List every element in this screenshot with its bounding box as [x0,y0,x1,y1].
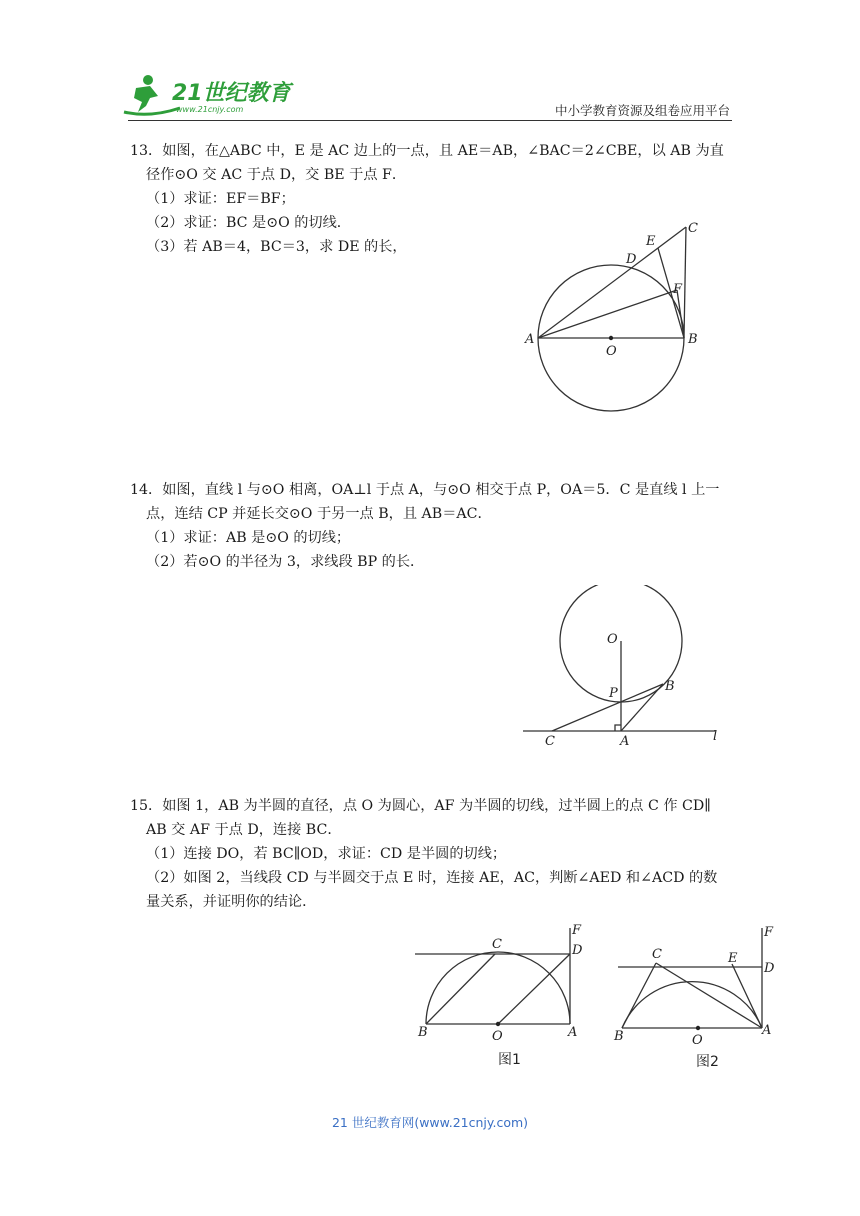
segment-af [538,290,677,338]
platform-title: 中小学教育资源及组卷应用平台 [554,103,730,118]
q15-stem-line1: 15．如图 1，AB 为半圆的直径，点 O 为圆心，AF 为半圆的切线，过半圆上的点 C 作 CD∥ [130,798,711,814]
q13-label-c: C [688,221,698,236]
segment-bc [684,227,686,338]
question-14 [130,478,740,574]
fig2-label-o: O [692,1033,703,1048]
segment-ac [538,227,686,338]
q13-label-o: O [606,344,617,359]
q13-part2: （2）求证：BC 是⊙O 的切线． [146,215,351,231]
fig1-label-o: O [492,1029,503,1044]
q14-label-a: A [620,734,630,749]
q13-part1: （1）求证：EF＝BF； [146,191,295,207]
fig1-label-c: C [492,937,502,952]
q15-figure-2 [610,920,790,1070]
logo-title: 21世纪教育 [172,81,291,106]
segment-bf [677,290,684,338]
q14-label-b: B [665,679,675,694]
fig1-label-d: D [572,943,583,958]
segment-bc [426,954,495,1024]
question-15 [130,794,740,914]
q15-part1: （1）连接 DO，若 BC∥OD，求证：CD 是半圆的切线； [146,846,507,862]
q15-figure-1 [410,920,595,1070]
fig2-label-d: D [764,961,775,976]
center-point [496,1022,500,1026]
q14-label-o: O [607,632,618,647]
fig2-label-c: C [652,947,662,962]
q14-part1: （1）求证：AB 是⊙O 的切线； [146,530,351,546]
q14-part2: （2）若⊙O 的半径为 3，求线段 BP 的长． [146,554,425,570]
fig1-label-b: B [418,1025,428,1040]
header-divider [128,120,732,121]
q13-label-e: E [646,234,656,249]
q13-stem-line2: 径作⊙O 交 AC 于点 D，交 BE 于点 F． [146,167,407,183]
q14-figure [515,585,730,750]
q13-figure [520,215,710,415]
fig1-label-f: F [572,923,582,938]
segment-cb [552,684,663,731]
q13-part3: （3）若 AB＝4，BC＝3，求 DE 的长， [146,239,407,255]
fig2-label-f: F [764,925,774,940]
segment-od [498,954,570,1024]
q15-stem-line2: AB 交 AF 于点 D，连接 BC． [146,822,342,838]
right-angle-mark [615,725,621,731]
q14-label-p: P [609,686,618,701]
fig2-label-b: B [614,1029,624,1044]
segment-bc [622,963,656,1028]
center-point [609,336,613,340]
logo-url: www.21cnjy.com [176,105,244,114]
q13-label-d: D [626,252,637,267]
q14-stem-line1: 14．如图，直线 l 与⊙O 相离，OA⊥l 于点 A，与⊙O 相交于点 P，OA＝5．C 是直线 l 上一 [130,482,720,498]
q15-part2: （2）如图 2，当线段 CD 与半圆交于点 E 时，连接 AE，AC，判断∠AED 和∠ACD 的数 [146,870,718,886]
q14-label-c: C [545,734,555,749]
q14-stem-line2: 点，连结 CP 并延长交⊙O 于另一点 B，且 AB＝AC． [146,506,492,522]
q13-label-a: A [525,332,535,347]
fig2-label-e: E [728,951,738,966]
fig2-caption: 图2 [696,1054,719,1070]
semicircle [426,952,570,1024]
site-logo [120,68,300,120]
q13-label-f: F [673,282,683,297]
footer-link[interactable]: 21 世纪教育网(www.21cnjy.com) [331,1115,529,1130]
center-point [696,1026,700,1030]
q14-label-l: l [713,729,718,744]
fig1-label-a: A [568,1025,578,1040]
q13-stem-line1: 13．如图，在△ABC 中，E 是 AC 边上的一点，且 AE＝AB，∠BAC＝2∠CBE，以 AB 为直 [130,143,724,159]
fig1-caption: 图1 [498,1052,521,1068]
q15-part2-cont: 量关系，并证明你的结论． [146,894,317,910]
fig2-label-a: A [762,1023,772,1038]
q13-label-b: B [688,332,698,347]
segment-ab [621,684,663,731]
